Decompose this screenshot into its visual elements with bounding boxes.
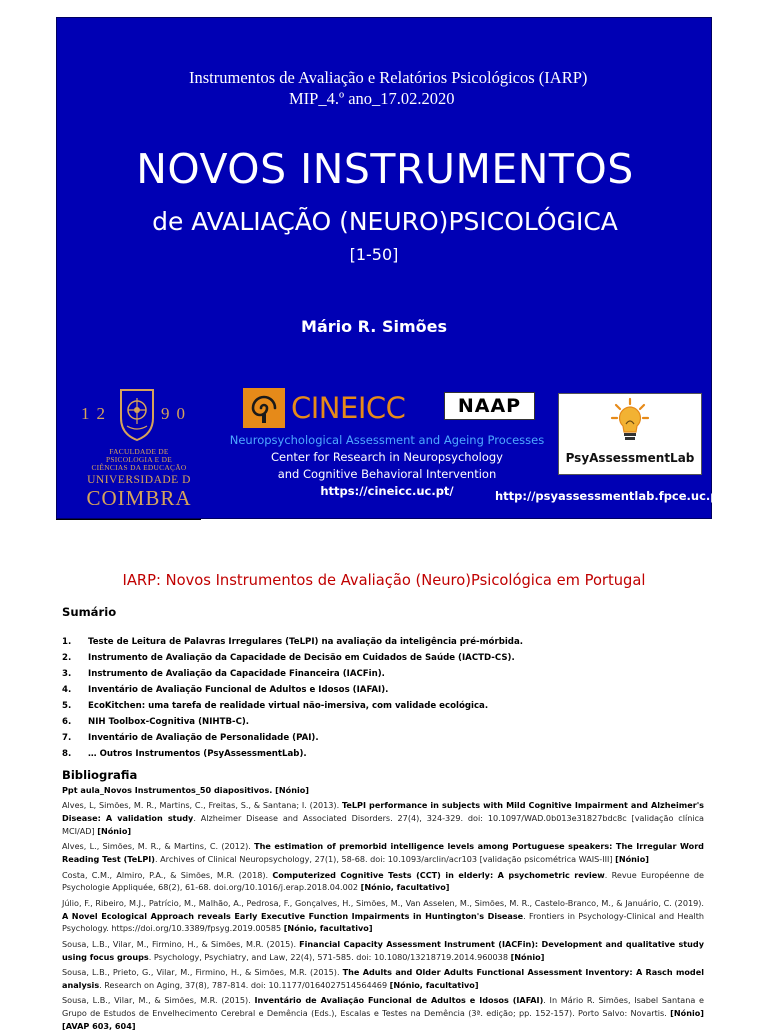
university-seal-icon — [117, 388, 157, 442]
center-name-line: Center for Research in Neuropsychology — [271, 450, 503, 464]
list-item: 6. NIH Toolbox-Cognitiva (NIHTB-C). — [62, 717, 250, 727]
list-item: 2. Instrumento de Avaliação da Capacidade de Decisão em Cuidados de Saúde (IACTD-CS). — [62, 653, 515, 663]
naap-logo — [444, 392, 535, 420]
list-item: 8. … Outros Instrumentos (PsyAssessmentLab). — [62, 749, 307, 759]
reference-entry: Alves, L., Simões, M. R., & Martins, C. (2012). The estimation of premorbid intelligence levels among Portuguese speakers: The Irregular Word Reading Test (TeLPI). Archives of Clinical Neuropsychology, 27(1), 58-68. doi: 10.1093/arclin/acr103 [validação psicométrica WAIS-III] [Nónio] — [62, 841, 704, 865]
psyassessmentlab-logo — [558, 393, 702, 475]
course-date: MIP_4.º ano_17.02.2020 — [289, 89, 455, 108]
reference-entry: Sousa, L.B., Prieto, G., Vilar, M., Firmino, H., & Simões, M.R. (2015). The Adults and Older Adults Functional Assessment Inventory: A Rasch model analysis. Research on Aging, 37(8), 787-814. doi: 10.1177/0164027514564469 [Nónio, facultativo] — [62, 966, 704, 990]
reference-entry: Sousa, L.B., Vilar, M., Firmino, H., & Simões, M.R. (2015). Financial Capacity Assessment Instrument (IACFin): Development and qualitative study using focus groups. Psychology, Psychiatry, and Law, 22(4), 571-585. doi: 10.1080/13218719.2014.960038 [Nónio] — [62, 938, 704, 962]
cineicc-logo — [243, 388, 413, 428]
document-heading: IARP: Novos Instrumentos de Avaliação (Neuro)Psicológica em Portugal — [122, 572, 646, 589]
reference-entry: Alves, L, Simões, M. R., Martins, C., Freitas, S., & Santana; I. (2013). TeLPI performance in subjects with Mild Cognitive Impairment and Alzheimer's Disease: A validation study. Alzheimer Disease and Associated Disorders. 27(4), 324-329. doi: 10.1097/WAD.0b013e31827bdc8c [validação clínica MCI/AD] [Nónio] — [62, 800, 704, 836]
title-slide — [56, 17, 725, 519]
psyassessmentlab-link[interactable]: http://psyassessmentlab.fpce.uc.pt — [495, 489, 725, 503]
list-item: 5. EcoKitchen: uma tarefa de realidade virtual não-imersiva, com validade ecológica. — [62, 701, 489, 711]
university-city: COIMBRA — [86, 486, 192, 510]
center-tagline: Neuropsychological Assessment and Ageing Processes — [229, 433, 545, 447]
list-item: 7. Inventário de Avaliação de Personalidade (PAI). — [62, 733, 319, 743]
faculty-name — [57, 448, 221, 472]
summary-list — [62, 634, 712, 762]
faculty-line: PSICOLOGIA E DE — [105, 455, 173, 464]
reference-entry: Júlio, F., Ribeiro, M.J., Patrício, M., Malhão, A., Pedrosa, F., Gonçalves, H., Simões, M., Van Asselen, M., Simões, M. R., Castelo-Branco, M., & Januário, C. (2019). A Novel Ecological Approach reveals Early Executive Function Impairments in Huntington's Disease. Frontiers in Psychology-Clinical and Health Psychology. https://doi.org/10.3389/fpsyg.2019.00585 [Nónio, facultativo] — [62, 897, 704, 934]
slide-author: Mário R. Simões — [301, 317, 447, 336]
logo-year-right: 90 — [161, 404, 192, 423]
divider — [56, 519, 201, 520]
logo-year-left: 12 — [81, 404, 112, 423]
cineicc-link[interactable]: https://cineicc.uc.pt/ — [320, 484, 454, 498]
coimbra-university-logo — [57, 388, 221, 516]
reference-entry: Ppt aula_Novos Instrumentos_50 diapositivos. [Nónio] — [62, 785, 309, 795]
cineicc-wordmark: CINEICC — [291, 391, 406, 425]
course-name: Instrumentos de Avaliação e Relatórios Psicológicos (IARP) — [189, 68, 588, 87]
center-name-line: and Cognitive Behavioral Intervention — [277, 467, 497, 481]
cineicc-spiral-icon — [243, 388, 285, 428]
list-item: 1. Teste de Leitura de Palavras Irregulares (TeLPI) na avaliação da inteligência pré-mórbida. — [62, 637, 524, 647]
lightbulb-icon — [611, 398, 649, 448]
slide-subtitle: de AVALIAÇÃO (NEURO)PSICOLÓGICA — [152, 207, 618, 236]
reference-entry: Costa, C.M., Almiro, P.A., & Simões, M.R. (2018). Computerized Cognitive Tests (CCT) in elderly: A psychometric review. Revue Européenne de Psychologie Appliquée, 68(2), 61-68. doi.org/10.1016/j.erap.2018.04.002 [Nónio, facultativo] — [62, 869, 704, 893]
summary-heading: Sumário — [62, 605, 117, 619]
list-item: 3. Instrumento de Avaliação da Capacidade Financeira (IACFin). — [62, 669, 385, 679]
reference-entry: Sousa, L.B., Vilar, M., & Simões, M.R. (2015). Inventário de Avaliação Funcional de Adultos e Idosos (IAFAI). In Mário R. Simões, Isabel Santana e Grupo de Estudos de Envelhecimento Cerebral e Demência (Eds.), Escalas e Testes na Demência (3ª. edição; pp. 152-157). Porto Salvo: Novartis. [Nónio] [AVAP 603, 604] — [62, 995, 704, 1031]
slide-title: NOVOS INSTRUMENTOS — [136, 145, 634, 193]
psyassessmentlab-wordmark: PsyAssessmentLab — [565, 451, 695, 465]
faculty-line: FACULDADE DE — [109, 447, 169, 456]
university-name: UNIVERSIDADE D — [87, 474, 191, 486]
list-item: 4. Inventário de Avaliação Funcional de Adultos e Idosos (IAFAI). — [62, 685, 389, 695]
bibliography-heading: Bibliografia — [62, 768, 138, 782]
bibliography-list — [62, 784, 704, 1035]
faculty-line: CIÊNCIAS DA EDUCAÇÃO — [91, 463, 187, 472]
slide-range: [1-50] — [349, 245, 399, 264]
naap-wordmark: NAAP — [457, 395, 522, 417]
